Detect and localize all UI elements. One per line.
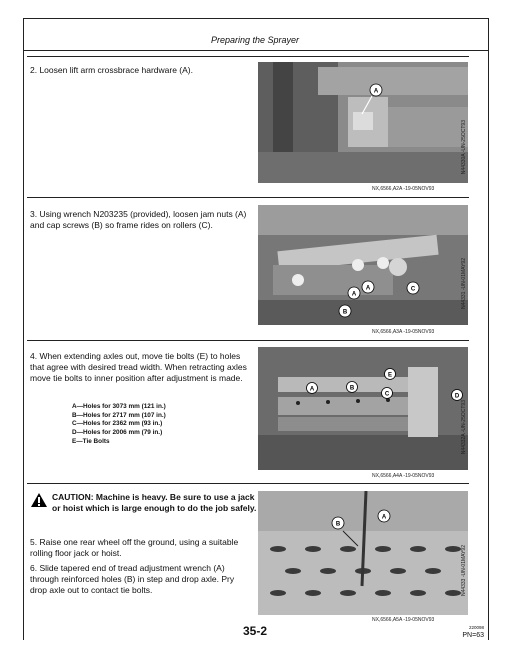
- legend-item: C—Holes for 2362 mm (93 in.): [72, 420, 163, 428]
- photo-side-code: N44331 -UN-01MAY92: [461, 258, 467, 310]
- legend-item: B—Holes for 2717 mm (107 in.): [72, 411, 166, 419]
- section-divider: [27, 483, 469, 484]
- legend-item: A—Holes for 3073 mm (121 in.): [72, 403, 166, 410]
- photo-side-code: N44330A -UN-25OCT93: [461, 120, 467, 175]
- photo-jam-nuts-rollers: [258, 205, 468, 325]
- callout-c: C: [384, 391, 390, 398]
- page-header-title: Preparing the Sprayer: [210, 35, 300, 45]
- callout-a: A: [381, 514, 387, 521]
- warning-icon: [30, 492, 48, 508]
- photo-tie-bolt-holes: [258, 347, 468, 470]
- caution-text: CAUTION: Machine is heavy. Be sure to use a jack or hoist which is large enough to do the job safely.: [52, 492, 257, 513]
- photo-side-code: N44332A -UN-25OCT93: [461, 400, 467, 455]
- step-2-text: 2. Loosen lift arm crossbrace hardware (A).: [30, 65, 193, 75]
- step-3-text: 3. Using wrench N203235 (provided), loosen jam nuts (A) and cap screws (B) so frame rides on rollers (C).: [30, 209, 247, 230]
- step-6-text: 6. Slide tapered end of tread adjustment wrench (A) through reinforced holes (B) in step and drop axle. Pry drop axle out to contact tie bolts.: [30, 563, 235, 595]
- photo-lift-arm-crossbrace: [258, 62, 468, 183]
- section-divider: [27, 197, 469, 198]
- hole-legend: [72, 403, 166, 447]
- page-number: 35-2: [242, 624, 268, 638]
- callout-d: D: [454, 393, 460, 400]
- legend-item: D—Holes for 2006 mm (79 in.): [72, 429, 163, 437]
- footer-code: PN=63: [462, 632, 484, 639]
- callout-e: E: [387, 372, 393, 379]
- photo-caption: NX,6566,A5A -19-05NOV93: [372, 617, 435, 623]
- photo-caption: NX,6566,A3A -19-05NOV93: [372, 329, 435, 335]
- callout-c: C: [410, 286, 416, 293]
- callout-a: A: [351, 291, 357, 298]
- step-4-text: 4. When extending axles out, move tie bolts (E) to holes that agree with desired tread width. When retracting axles move tie bolts to inner position after adjustment is made.: [30, 351, 247, 383]
- callout-b: B: [342, 309, 348, 316]
- callout-a: A: [373, 88, 379, 95]
- step-5-text: 5. Raise one rear wheel off the ground, using a suitable rolling floor jack or hoist.: [30, 537, 239, 558]
- photo-side-code: N44333 -UN-01MAY92: [461, 545, 467, 597]
- callout-b: B: [335, 521, 341, 528]
- photo-tread-adjustment-wrench: [258, 491, 468, 615]
- legend-item: E—Tie Bolts: [72, 437, 110, 445]
- callout-a: A: [365, 285, 371, 292]
- footer-date: 220098: [468, 625, 484, 630]
- header-rule: [23, 50, 488, 51]
- photo-caption: NX,6566,A4A -19-05NOV93: [372, 473, 435, 479]
- section-divider: [27, 340, 469, 341]
- callout-b: B: [349, 385, 355, 392]
- section-divider: [27, 56, 469, 57]
- callout-a: A: [309, 386, 315, 393]
- photo-caption: NX,6566,A2A -19-05NOV93: [372, 186, 435, 192]
